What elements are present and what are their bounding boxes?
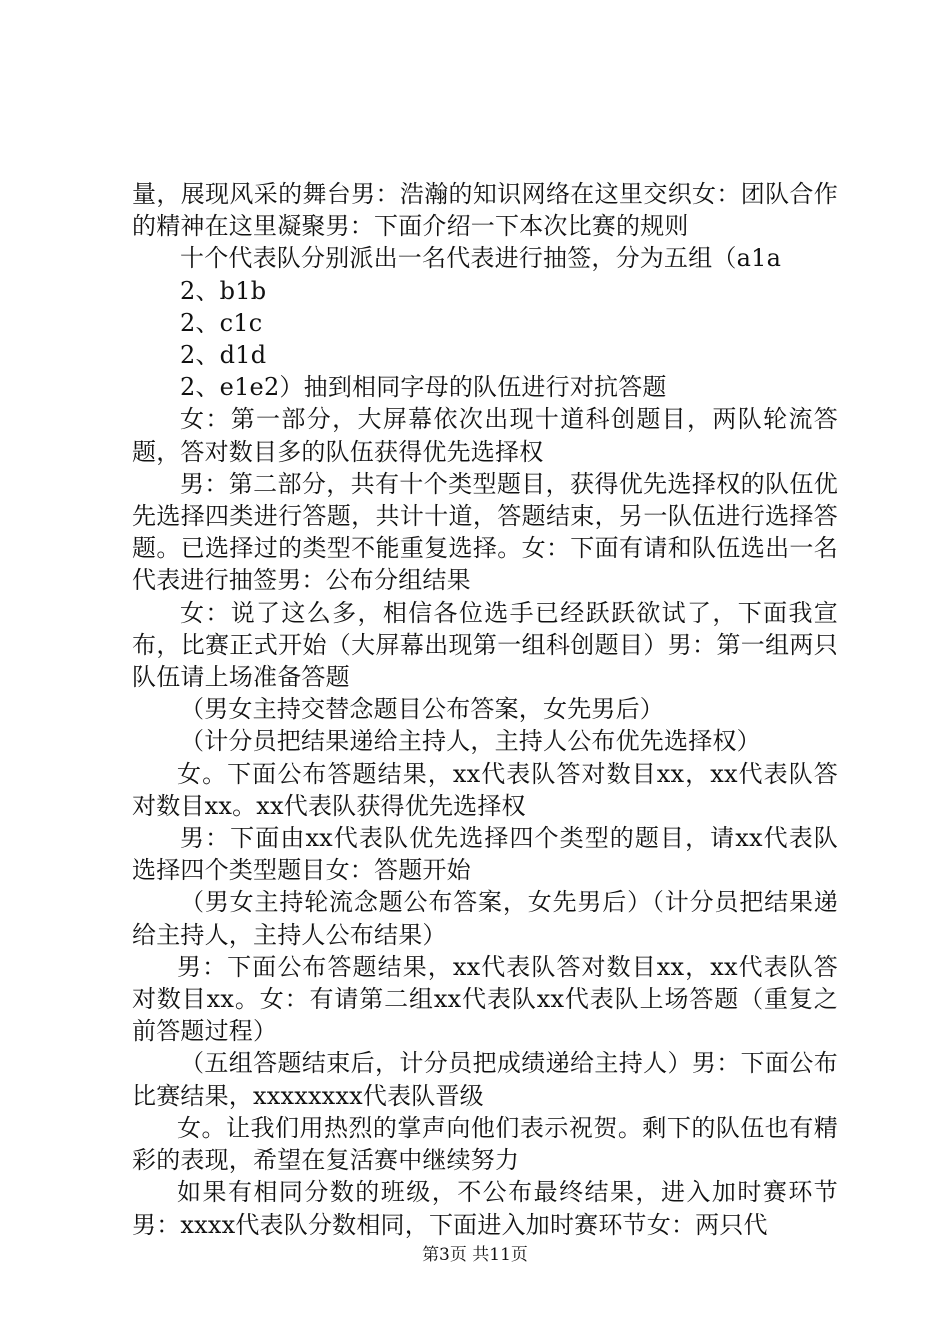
paragraph: 女。下面公布答题结果，xx代表队答对数目xx，xx代表队答对数目xx。xx代表队获得优先选择权: [132, 759, 838, 820]
paragraph: （男女主持交替念题目公布答案，女先男后）: [180, 695, 664, 724]
paragraph: 2、d1d: [180, 341, 267, 370]
paragraph: 如果有相同分数的班级，不公布最终结果，进入加时赛环节男：xxxx代表队分数相同，下面进入加时赛环节女：两只代: [132, 1178, 838, 1239]
paragraph: 男：下面由xx代表队优先选择四个类型的题目，请xx代表队选择四个类型题目女：答题开始: [132, 824, 838, 885]
paragraph: 女：说了这么多，相信各位选手已经跃跃欲试了，下面我宣布，比赛正式开始（大屏幕出现第一组科创题目）男：第一组两只队伍请上场准备答题: [132, 598, 838, 692]
paragraph: 十个代表队分别派出一名代表进行抽签，分为五组（a1a: [180, 244, 782, 273]
paragraph: 2、c1c: [180, 308, 263, 337]
page-number-label: 第3页 共11页: [422, 1245, 528, 1265]
paragraph: （五组答题结束后，计分员把成绩递给主持人）男：下面公布比赛结果，xxxxxxxx代表队晋级: [132, 1049, 838, 1110]
document-body: [132, 178, 838, 1241]
paragraph: 女：第一部分，大屏幕依次出现十道科创题目，两队轮流答题，答对数目多的队伍获得优先选择权: [132, 405, 838, 466]
paragraph: 女。让我们用热烈的掌声向他们表示祝贺。剩下的队伍也有精彩的表现，希望在复活赛中继续努力: [132, 1113, 838, 1175]
paragraph: 男：下面公布答题结果，xx代表队答对数目xx，xx代表队答对数目xx。女：有请第二组xx代表队xx代表队上场答题（重复之前答题过程）: [132, 952, 838, 1046]
paragraph: 2、b1b: [180, 276, 267, 305]
paragraph: （男女主持轮流念题公布答案，女先男后）（计分员把结果递给主持人，主持人公布结果）: [132, 888, 838, 949]
paragraph: 男：第二部分，共有十个类型题目，获得优先选择权的队伍优先选择四类进行答题，共计十道，答题结束，另一队伍进行选择答题。已选择过的类型不能重复选择。女：下面有请和队伍选出一名代表进行抽签男：公布分组结果: [132, 469, 838, 595]
paragraph: 2、e1e2）抽到相同字母的队伍进行对抗答题: [180, 373, 667, 402]
page-footer: [0, 1244, 950, 1266]
paragraph: （计分员把结果递给主持人，主持人公布优先选择权）: [180, 727, 761, 756]
paragraph: 量，展现风采的舞台男：浩瀚的知识网络在这里交织女：团队合作的精神在这里凝聚男：下面介绍一下本次比赛的规则: [132, 180, 838, 241]
